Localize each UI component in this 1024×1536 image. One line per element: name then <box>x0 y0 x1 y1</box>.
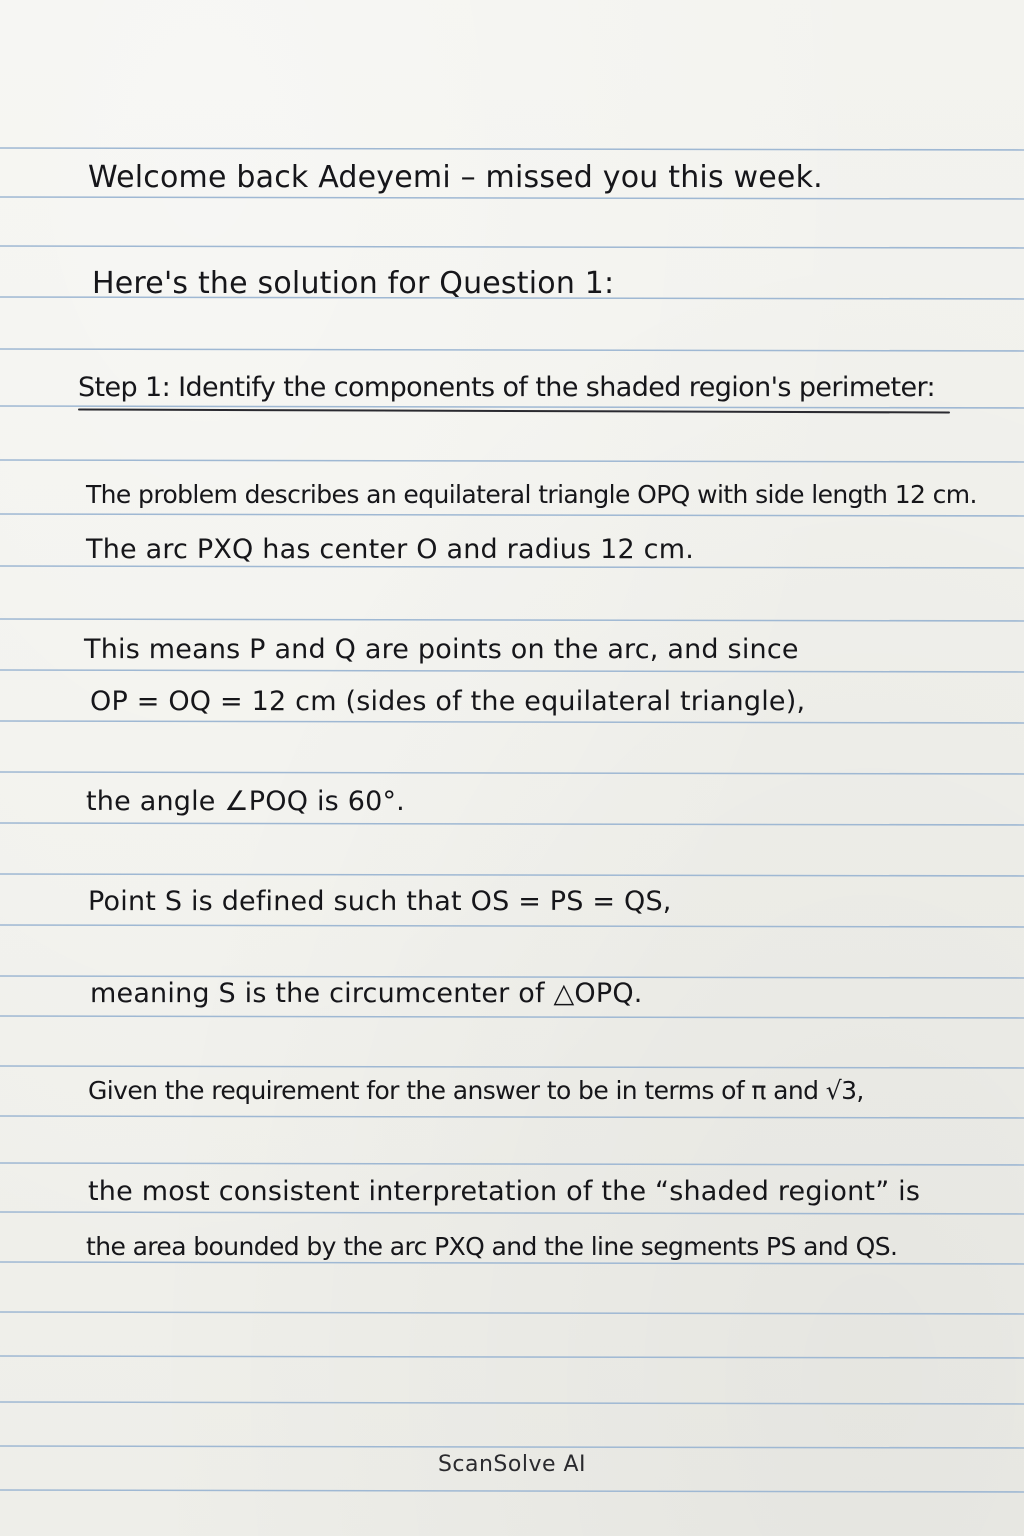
rule-line <box>0 148 1024 150</box>
line-sides-equal: OP = OQ = 12 cm (sides of the equilateral triangle), <box>90 686 806 717</box>
rule-line <box>0 349 1024 351</box>
rule-line <box>0 1446 1024 1448</box>
brand-footer: ScanSolve AI <box>437 1452 587 1477</box>
rule-line <box>0 1402 1024 1404</box>
line-interpretation: the most consistent interpretation of the “shaded regiont” is <box>88 1176 921 1207</box>
greeting-line: Welcome back Adeyemi – missed you this week. <box>88 160 823 195</box>
rule-line <box>0 772 1024 774</box>
line-circumcenter: meaning S is the circumcenter of △OPQ. <box>90 978 643 1009</box>
line-area-bounded: the area bounded by the arc PXQ and the line segments PS and QS. <box>86 1232 898 1261</box>
intro-line: Here's the solution for Question 1: <box>92 266 615 301</box>
rule-line <box>0 1490 1024 1492</box>
rule-line <box>0 460 1024 462</box>
rule-line <box>0 1212 1024 1214</box>
line-triangle: The problem describes an equilateral triangle OPQ with side length 12 cm. <box>86 480 977 509</box>
rule-line <box>0 823 1024 825</box>
rule-line <box>0 670 1024 672</box>
rule-line <box>0 874 1024 876</box>
rule-line <box>0 1116 1024 1118</box>
rule-line <box>0 1066 1024 1068</box>
rule-line <box>0 1016 1024 1018</box>
rule-line <box>0 566 1024 568</box>
line-point-s: Point S is defined such that OS = PS = QS, <box>88 886 672 917</box>
rule-line <box>0 721 1024 723</box>
rule-line <box>0 1163 1024 1165</box>
rule-line <box>0 1356 1024 1358</box>
line-points-on-arc: This means P and Q are points on the arc, and since <box>84 634 799 665</box>
step-heading: Step 1: Identify the components of the shaded region's perimeter: <box>78 372 936 403</box>
rule-line <box>0 406 1024 408</box>
rule-line <box>0 197 1024 199</box>
rule-line <box>0 514 1024 516</box>
rule-line <box>0 1312 1024 1314</box>
rule-line <box>0 246 1024 248</box>
line-angle: the angle ∠POQ is 60°. <box>86 786 405 817</box>
rule-line <box>0 925 1024 927</box>
rule-line <box>0 1262 1024 1264</box>
rule-line <box>0 619 1024 621</box>
line-requirement: Given the requirement for the answer to be in terms of π and √3, <box>88 1076 864 1105</box>
line-arc: The arc PXQ has center O and radius 12 cm. <box>86 534 694 565</box>
